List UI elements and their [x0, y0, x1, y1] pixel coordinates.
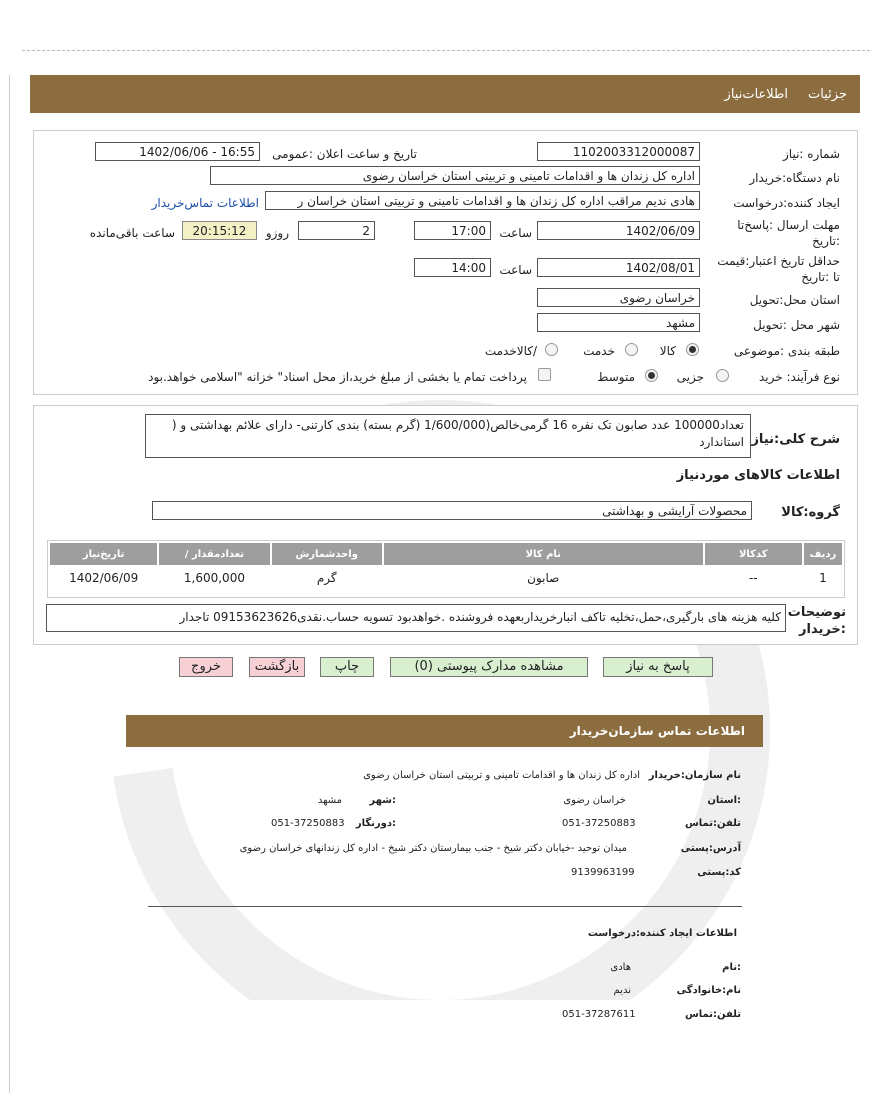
category-label: طبقه بندی :موضوعی: [733, 344, 840, 358]
cell-unit: گرم: [316, 571, 337, 585]
goods-info-title: اطلاعات کالاهای موردنیاز: [676, 468, 840, 483]
buyer-org-label: نام دستگاه:خریدار: [749, 171, 840, 185]
contact-org-value: اداره کل زندان ها و اقدامات تامینی و تربیتی استان خراسان رضوی: [363, 770, 640, 781]
deadline-label-1: مهلت ارسال :پاسخ‌تا: [737, 218, 840, 232]
process-label: نوع فرآیند: خرید: [759, 370, 840, 384]
items-table-frame: [47, 540, 845, 598]
days-field: 2: [298, 221, 375, 240]
category-goods-service-label: /کالاخدمت: [484, 344, 537, 358]
validity-time-label: ساعت: [499, 263, 532, 277]
tab-need-info[interactable]: اطلاعات‌نیاز: [724, 87, 788, 102]
contact-postal-value: 9139963199: [571, 867, 635, 878]
col-quantity: تعدادمقدار /: [159, 543, 269, 565]
process-medium-radio[interactable]: [645, 369, 658, 382]
validity-label-2: تا :تاریخ: [801, 270, 840, 284]
deadline-date-field: 1402/06/09: [537, 221, 700, 240]
need-number-label: شماره :نیاز: [783, 147, 840, 161]
buyer-contact-link[interactable]: اطلاعات تماس‌خریدار: [151, 196, 259, 210]
col-goods-code: کدکالا: [705, 543, 802, 565]
contact-phone-value: 051-37250883: [562, 818, 636, 829]
exit-button[interactable]: خروج: [179, 657, 233, 677]
summary-text-field: تعداد100000 عدد صابون تک نفره 16 گرمی‌خالص(1/600/000 (گرم بسته) بندی کارتنی- دارای علائم بهداشتی و ( استاندارد: [145, 414, 751, 458]
creator-info-title: اطلاعات ایجاد کننده:درخواست: [587, 928, 737, 939]
header-bar: [30, 75, 860, 113]
creator-name-value: هادی: [610, 962, 631, 973]
announce-field: 1402/06/06 - 16:55: [95, 142, 260, 161]
contact-org-label: نام سازمان:خریدار: [648, 770, 741, 781]
remaining-time-field: 20:15:12: [182, 221, 257, 240]
top-divider: [22, 50, 870, 51]
goods-group-field: محصولات آرایشی و بهداشتی: [152, 501, 752, 520]
creator-phone-label: تلفن:تماس: [684, 1009, 741, 1020]
creator-name-label: :نام: [722, 962, 741, 973]
buyer-org-field: اداره کل زندان ها و اقدامات تامینی و تربیتی استان خراسان رضوی: [210, 166, 700, 185]
creator-label: ایجاد کننده:درخواست: [733, 196, 840, 210]
print-button[interactable]: چاپ: [320, 657, 374, 677]
contact-title: اطلاعات تماس سازمان‌خریدار: [569, 724, 745, 738]
cell-goods-name: صابون: [527, 571, 560, 585]
creator-family-value: ندیم: [613, 985, 631, 996]
left-border: [9, 75, 10, 1093]
process-partial-label: جزیی: [676, 370, 704, 384]
reply-button[interactable]: پاسخ به نیاز: [603, 657, 713, 677]
category-service-label: خدمت: [583, 344, 615, 358]
need-number-field: 1102003312000087: [537, 142, 700, 161]
col-goods-name: نام کالا: [384, 543, 703, 565]
creator-field: هادی ندیم مراقب اداره کل زندان ها و اقدامات تامینی و تربیتی استان خراسان ر: [265, 191, 700, 210]
process-partial-radio[interactable]: [716, 369, 729, 382]
cell-goods-code: --: [748, 571, 758, 585]
cell-row-number: 1: [819, 571, 827, 585]
items-table: [48, 541, 844, 591]
treasury-payment-checkbox[interactable]: [538, 368, 551, 381]
deadline-time-label: ساعت: [499, 226, 532, 240]
contact-divider: [148, 906, 742, 907]
validity-label-1: حداقل تاریخ اعتبار:قیمت: [717, 254, 840, 268]
goods-group-label: گروه:کالا: [781, 505, 840, 520]
validity-date-field: 1402/08/01: [537, 258, 700, 277]
cell-quantity: 1,600,000: [183, 571, 245, 585]
announce-label: تاریخ و ساعت اعلان :عمومی: [272, 147, 417, 161]
deadline-label-2: :تاریخ: [812, 234, 840, 248]
deadline-time-field: 17:00: [414, 221, 491, 240]
category-goods-label: کالا: [659, 344, 676, 358]
city-label: شهر محل :تحویل: [753, 318, 840, 332]
treasury-payment-label: پرداخت تمام یا بخشی از مبلغ خرید،از محل اسناد" خزانه "اسلامی خواهد.بود: [148, 370, 527, 384]
contact-fax-value: 051-37250883: [271, 818, 345, 829]
table-row: [50, 567, 842, 589]
creator-family-label: نام:خانوادگی: [676, 985, 741, 996]
contact-city-label: :شهر: [369, 795, 396, 806]
city-field: مشهد: [537, 313, 700, 332]
province-label: استان محل:تحویل: [749, 293, 840, 307]
contact-address-label: آدرس:پستی: [680, 843, 741, 854]
attachments-button[interactable]: مشاهده مدارک پیوستی (0): [390, 657, 588, 677]
validity-time-field: 14:00: [414, 258, 491, 277]
summary-label: شرح کلی:نیاز: [751, 432, 840, 447]
contact-address-value: میدان توحید -خیابان دکتر شیخ - جنب بیمارستان دکتر شیخ - اداره کل زندانهای خراسان رضوی: [239, 843, 627, 854]
buyer-notes-label-2: :خریدار: [799, 622, 846, 637]
contact-city-value: مشهد: [317, 795, 342, 806]
cell-need-date: 1402/06/09: [69, 571, 139, 585]
table-header-row: [50, 543, 842, 565]
contact-postal-label: کد:پستی: [697, 867, 741, 878]
category-goods-service-radio[interactable]: [545, 343, 558, 356]
col-row-number: ردیف: [804, 543, 842, 565]
buyer-notes-label-1: توضیحات: [787, 605, 846, 620]
back-button[interactable]: بازگشت: [249, 657, 305, 677]
category-service-radio[interactable]: [625, 343, 638, 356]
process-medium-label: متوسط: [597, 370, 635, 384]
days-label: روزو: [265, 226, 289, 240]
contact-province-label: :استان: [707, 795, 741, 806]
contact-fax-label: :دورنگار: [355, 818, 396, 829]
buyer-notes-field: کلیه هزینه های بارگیری،حمل،تخلیه تاکف انبارخریداربعهده فروشنده .خواهدبود تسویه حساب.نقدی09153623626 تاجدار: [46, 604, 786, 632]
col-need-date: تاریخ‌نیاز: [50, 543, 157, 565]
creator-phone-value: 051-37287611: [562, 1009, 636, 1020]
province-field: خراسان رضوی: [537, 288, 700, 307]
contact-province-value: خراسان رضوی: [563, 795, 626, 806]
col-unit: واحدشمارش: [272, 543, 382, 565]
contact-phone-label: تلفن:تماس: [684, 818, 741, 829]
category-goods-radio[interactable]: [686, 343, 699, 356]
remaining-label: ساعت باقی‌مانده: [89, 226, 175, 240]
tab-details[interactable]: جزئیات: [808, 87, 847, 102]
contact-header-bar: [126, 715, 763, 747]
